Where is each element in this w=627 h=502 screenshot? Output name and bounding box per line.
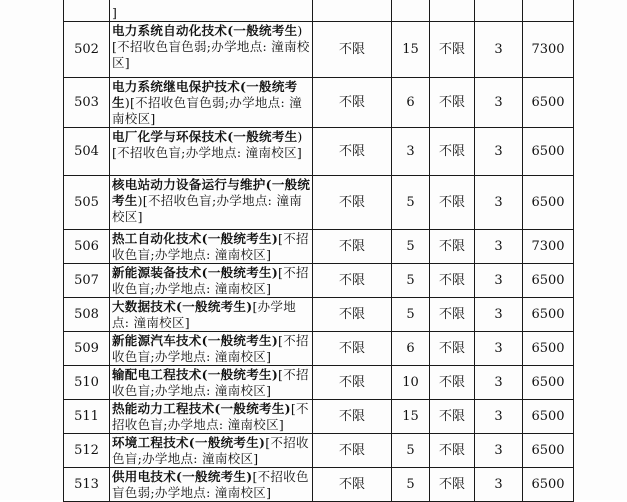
cell-limit2: 不限 xyxy=(430,298,475,332)
table-row xyxy=(64,468,574,502)
cell-major-name xyxy=(110,400,313,434)
cell-years: 3 xyxy=(475,468,523,502)
cell-no: 512 xyxy=(64,434,110,468)
major-name: 电力系统继电保护技术(一般统考生 xyxy=(112,79,298,110)
major-name-tail: ] xyxy=(112,5,118,20)
cell-fee: 6500 xyxy=(523,400,574,434)
major-name: 电力系统自动化技术(一般统考生 xyxy=(112,23,298,38)
cell-major-name xyxy=(110,128,313,176)
cell-fee: 6500 xyxy=(523,434,574,468)
major-name: 核电站动力设备运行与维护(一般统考生 xyxy=(112,177,311,208)
cell-limit1: 不限 xyxy=(313,128,392,176)
cell-major-name xyxy=(110,264,313,298)
cell-years: 3 xyxy=(475,230,523,264)
cell-major-name xyxy=(110,230,313,264)
cell-no: 513 xyxy=(64,468,110,502)
cell-limit2: 不限 xyxy=(430,78,475,128)
table-row xyxy=(64,128,574,176)
major-note: [不招收色盲色弱;办学地点: 潼南校区] xyxy=(112,469,309,500)
cell-limit1: 不限 xyxy=(313,434,392,468)
cell-no: 502 xyxy=(64,22,110,78)
cell-plan: 6 xyxy=(392,78,430,128)
cell-limit2: 不限 xyxy=(430,468,475,502)
major-name: 新能源汽车技术(一般统考生) xyxy=(112,333,279,348)
cell-fee: 6500 xyxy=(523,332,574,366)
enrollment-plan-table xyxy=(63,0,574,502)
cell-no: 509 xyxy=(64,332,110,366)
cell-limit2: 不限 xyxy=(430,434,475,468)
cell-fee: 6500 xyxy=(523,128,574,176)
cell-fee: 6500 xyxy=(523,176,574,230)
cell-fee: 6500 xyxy=(523,264,574,298)
cell-limit1: 不限 xyxy=(313,400,392,434)
cell-no: 505 xyxy=(64,176,110,230)
major-name: 环境工程技术(一般统考生) xyxy=(112,435,266,450)
cell-plan: 15 xyxy=(392,22,430,78)
cell-limit2: 不限 xyxy=(430,176,475,230)
cell-limit1: 不限 xyxy=(313,264,392,298)
cell-years: 3 xyxy=(475,366,523,400)
major-note: [办学地点: 潼南校区] xyxy=(112,299,297,330)
cell-limit1: 不限 xyxy=(313,298,392,332)
major-note: )[不招收色盲;办学地点: 潼南校区] xyxy=(112,193,303,224)
cell-limit2: 不限 xyxy=(430,332,475,366)
major-name: 热能动力工程技术(一般统考生) xyxy=(112,401,291,416)
major-note: )[不招收色盲色弱;办学地点: 潼南校区] xyxy=(112,23,310,70)
cell-no: 504 xyxy=(64,128,110,176)
table-row xyxy=(64,332,574,366)
table-row xyxy=(64,400,574,434)
cell-major-name xyxy=(110,176,313,230)
table-row xyxy=(64,298,574,332)
cell-limit2: 不限 xyxy=(430,400,475,434)
table-row xyxy=(64,176,574,230)
cell-years: 3 xyxy=(475,264,523,298)
cell-plan: 5 xyxy=(392,468,430,502)
cell-no: 503 xyxy=(64,78,110,128)
cell-major-name xyxy=(110,22,313,78)
cell-limit1: 不限 xyxy=(313,230,392,264)
cell-plan: 6 xyxy=(392,332,430,366)
cell-major-name xyxy=(110,78,313,128)
cell-major-name xyxy=(110,332,313,366)
cell-years: 3 xyxy=(475,128,523,176)
major-note: [不招收色盲;办学地点: 潼南校区] xyxy=(112,265,309,296)
cell-limit1: 不限 xyxy=(313,78,392,128)
cell-plan: 5 xyxy=(392,434,430,468)
cell-plan xyxy=(392,0,430,22)
cell-limit1: 不限 xyxy=(313,176,392,230)
cell-plan: 15 xyxy=(392,400,430,434)
cell-no xyxy=(64,0,110,22)
major-note: [不招收色盲;办学地点: 潼南校区] xyxy=(112,435,309,466)
table-row xyxy=(64,78,574,128)
table-row xyxy=(64,264,574,298)
cell-major-name xyxy=(110,298,313,332)
table-row xyxy=(64,434,574,468)
cell-plan: 3 xyxy=(392,128,430,176)
cell-limit2: 不限 xyxy=(430,264,475,298)
table-row xyxy=(64,230,574,264)
major-note: [不招收色盲;办学地点: 潼南校区] xyxy=(112,333,309,364)
cell-limit1: 不限 xyxy=(313,366,392,400)
cell-years: 3 xyxy=(475,78,523,128)
major-note: [不招收色盲;办学地点: 潼南校区] xyxy=(112,367,309,398)
cell-major-name xyxy=(110,0,313,22)
cell-major-name xyxy=(110,468,313,502)
cell-limit2: 不限 xyxy=(430,22,475,78)
major-note: [不招收色盲;办学地点: 潼南校区] xyxy=(112,231,309,262)
major-name: 供用电技术(一般统考生) xyxy=(112,469,253,484)
cell-years: 3 xyxy=(475,298,523,332)
cell-limit1 xyxy=(313,0,392,22)
cell-no: 506 xyxy=(64,230,110,264)
cell-no: 510 xyxy=(64,366,110,400)
cell-limit2: 不限 xyxy=(430,366,475,400)
table-row xyxy=(64,366,574,400)
cell-plan: 5 xyxy=(392,264,430,298)
cell-fee: 6500 xyxy=(523,298,574,332)
cell-years: 3 xyxy=(475,22,523,78)
cell-years xyxy=(475,0,523,22)
cell-fee: 6500 xyxy=(523,366,574,400)
major-name: 输配电工程技术(一般统考生) xyxy=(112,367,279,382)
major-name: 电厂化学与环保技术(一般统考生 xyxy=(112,129,298,144)
table-row-partial xyxy=(64,0,574,22)
major-name: 热工自动化技术(一般统考生) xyxy=(112,231,279,246)
cell-major-name xyxy=(110,434,313,468)
major-note: )[不招收色盲;办学地点: 潼南校区] xyxy=(112,129,303,160)
cell-years: 3 xyxy=(475,176,523,230)
cell-no: 507 xyxy=(64,264,110,298)
cell-limit1: 不限 xyxy=(313,332,392,366)
cell-fee: 6500 xyxy=(523,78,574,128)
cell-fee: 6500 xyxy=(523,468,574,502)
cell-limit2: 不限 xyxy=(430,230,475,264)
cell-plan: 10 xyxy=(392,366,430,400)
cell-fee xyxy=(523,0,574,22)
major-name: 新能源装备技术(一般统考生) xyxy=(112,265,279,280)
cell-major-name xyxy=(110,366,313,400)
cell-years: 3 xyxy=(475,434,523,468)
major-note: )[不招收色盲色弱;办学地点: 潼南校区] xyxy=(112,95,303,126)
cell-plan: 5 xyxy=(392,298,430,332)
cell-years: 3 xyxy=(475,332,523,366)
cell-plan: 5 xyxy=(392,230,430,264)
cell-no: 508 xyxy=(64,298,110,332)
cell-fee: 7300 xyxy=(523,22,574,78)
major-name: 大数据技术(一般统考生) xyxy=(112,299,253,314)
table-row xyxy=(64,22,574,78)
cell-limit2 xyxy=(430,0,475,22)
cell-years: 3 xyxy=(475,400,523,434)
cell-limit1: 不限 xyxy=(313,22,392,78)
cell-plan: 5 xyxy=(392,176,430,230)
cell-no: 511 xyxy=(64,400,110,434)
cell-limit2: 不限 xyxy=(430,128,475,176)
cell-fee: 7300 xyxy=(523,230,574,264)
cell-limit1: 不限 xyxy=(313,468,392,502)
major-note: [不招收色盲;办学地点: 潼南校区] xyxy=(112,401,309,432)
